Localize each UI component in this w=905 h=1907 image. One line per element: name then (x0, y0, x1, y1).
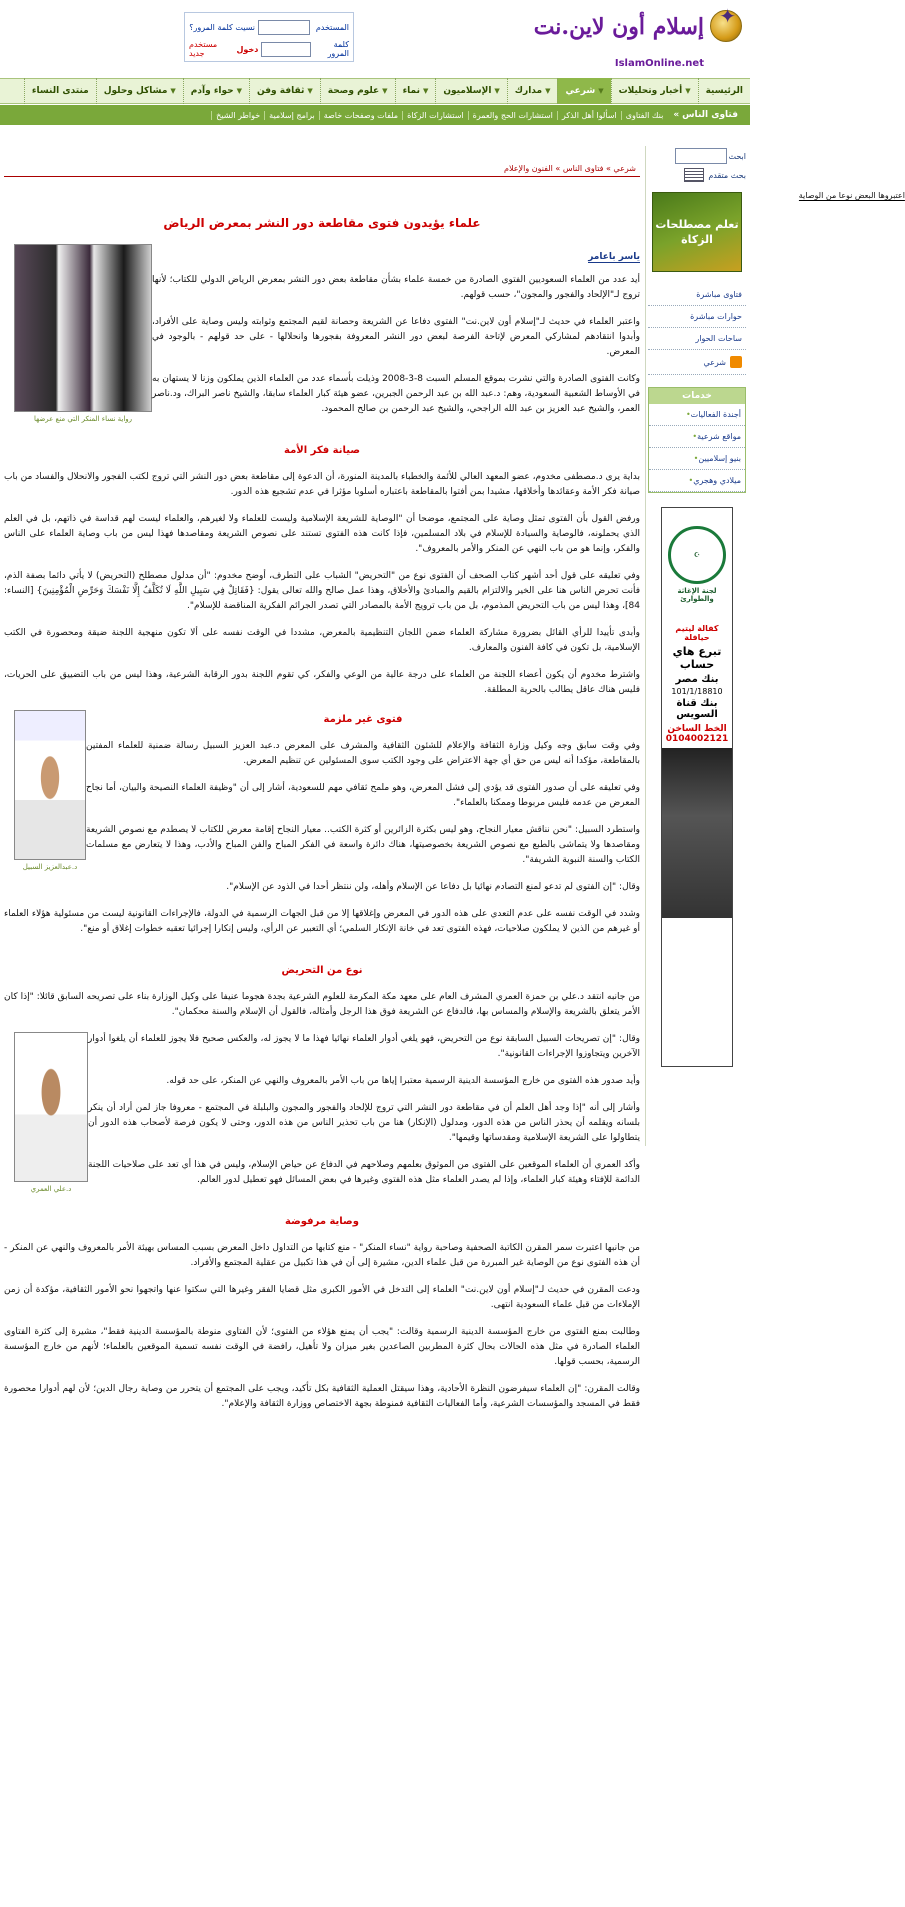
rss-label: شرعي (703, 357, 726, 367)
site-header (0, 0, 750, 76)
nav-label: أخبار وتحليلات (618, 86, 683, 96)
relief-text: 0104002121 (665, 734, 729, 744)
relief-text: بنك قناة السويس (676, 698, 718, 720)
service-label: مواقع شرعية (697, 432, 741, 441)
paragraph: وأكد العمري أن العلماء الموقعين على الفتوى من الموثوق بعلمهم وصلاحهم في الدفاع عن حياض الإسلام، وليس في هذا أي تعد على صلاحيات اللجنة الدائمة للإفتاء وهيئة كبار العلماء، وإذا لم يصدر العلماء مثل هذه الفتوى وغيرها في بعض المسائل فهو تعطيل لدور العالم. (88, 1160, 640, 1185)
relief-text: 101/1/18810 (671, 687, 723, 696)
figure-caption: د.علي العمري (30, 1185, 72, 1193)
paragraph: واشترط مخدوم أن يكون أعضاء اللجنة من العلماء على درجة عالية من الوعي والفكر، كي تقوم اللجنة بدور الرقابة الشرعية، وهذا ليس من باب التضييق على الحريات، فليس هناك عاقل يطالب بالحرية المطلقة. (4, 670, 640, 695)
chevron-down-icon: ▼ (598, 87, 604, 95)
zakat-banner[interactable]: تعلم مصطلحات الزكاة (652, 192, 742, 272)
section-heading: وصاية مرفوضة (285, 1216, 359, 1227)
portrait-image (14, 1032, 88, 1182)
portrait-image (14, 710, 86, 860)
paragraph: بداية يرى د.مصطفى مخدوم، عضو المعهد العالي للأئمة والخطباء بالمدينة المنورة، أن الدعوة إلى مقاطعة بعض دور النشر التي تروج لكتب الفجور والانحلال والفساد من باب صيانة فكر الأمة وعقائدها وأخلاقها، مشيدا بمن أفتوا بالمقاطعة باعتباره أسلوبا مؤثرا في عدم تشجيع هذه الدور. (4, 472, 640, 497)
nav-forum[interactable] (24, 78, 96, 104)
login-button[interactable]: دخول (236, 44, 259, 54)
subnav-item[interactable]: استشارات الزكاة (402, 111, 468, 120)
advanced-search-row (648, 168, 746, 182)
service-link[interactable] (649, 426, 745, 448)
chevron-down-icon: ▼ (685, 87, 691, 95)
nav-news[interactable] (611, 78, 698, 104)
service-label: أجندة الفعاليات (690, 410, 741, 419)
service-label: بنيو إسلاميين (698, 454, 741, 463)
subnav-item[interactable]: اسألوا أهل الذكر (557, 111, 621, 120)
paragraph: وشدد في الوقت نفسه على عدم التعدي على هذه الدور في المعرض وإغلاقها إلا من قبل الجهات الرسمية في الدولة، فالإجراءات القانونية ليست من مسئولية هؤلاء العلماء أو غيرهم من الذين لا يملكون صلاحيات، فهذه الفتوى تعد في خانة الإنكار السلمي؛ أي التعبير عن الرأي، وليس إنكارا إجرائيا تعقبه خطوات إغلاق أو منع". (4, 909, 640, 934)
relief-text: كفالة ليتيم حيافلة (675, 624, 719, 642)
sidebar-link[interactable]: حوارات مباشرة (648, 306, 746, 328)
article-kicker: اعتبروها البعض نوعا من الوصاية (798, 191, 905, 200)
relief-banner-top (662, 508, 732, 620)
star-logo-icon: ✦ (719, 4, 736, 28)
nav-label: نماء (402, 86, 420, 96)
relief-banner-image (662, 748, 732, 918)
section-heading: صيانة فكر الأمة (284, 445, 360, 456)
nav-islamists[interactable] (435, 78, 506, 104)
service-link[interactable] (649, 404, 745, 426)
paragraph: وأشار إلى أنه "إذا وجد أهل العلم أن في مقاطعة دور النشر التي تروج للإلحاد والفجور والمجون والبلبلة في المجتمع - معروفا جاز لمن أراد أن ينكر بلسانه ويقلمه أن يحذر الناس من هذه الدور، ومدلول (الإنكار) هنا من باب تحذير الناس من هذه الدور، وحتى لا يكون فرصة لأصحاب هذه الدور أن يتطاولوا على الشريعة الإسلامية ومقدساتها وقيمها". (88, 1103, 640, 1143)
section-heading: نوع من التحريض (281, 965, 363, 976)
paragraph: ورفض القول بأن الفتوى تمثل وصاية على المجتمع، موضحا أن "الوصاية للشريعة الإسلامية وليست للعلماء ولا لغيرهم، والعلماء ليست لهم قداسة في ذاتهم، بل في العلم الذي يحملونه، فالوصاية والسيادة للإسلام في بلاد المسلمين، فإذا كانت هذه الفتوى تستند على نصوص الشريعة ومقاصدها فهذا ليس من باب وصاية العلماء على الناس والفكر، وإنما هو من باب النهي عن المنكر والأمر بالمعروف". (4, 514, 640, 554)
services-box (648, 387, 746, 493)
nav-label: حواء وآدم (190, 86, 234, 96)
nav-sharia[interactable] (557, 78, 610, 104)
password-field[interactable] (261, 42, 311, 57)
bullet-icon: • (688, 476, 694, 485)
paragraph: وفي وقت سابق وجه وكيل وزارة الثقافة والإعلام للشئون الثقافية والمشرف على المعرض د.عبد العزيز السبيل رسالة ضمنية للعلماء المفتين بالمقاطعة، مؤكدا أنه ليس من حق أي جهة الاعتراض على وجود الكتب سوى المسئولين عن تنظيم المعرض. (86, 741, 640, 766)
nav-problems[interactable] (96, 78, 183, 104)
subnav-item[interactable]: خواطر الشيخ (211, 111, 264, 120)
paragraph: أيد عدد من العلماء السعوديين الفتوى الصادرة من خمسة علماء بشأن مقاطعة بعض دور النشر بمعرض الرياض الدولي للكتاب؛ لأنها تروج لـ"الإلحاد والفجور والمجون"، حسب قولهم. (152, 275, 640, 300)
bullet-icon: • (693, 454, 699, 463)
nav-label: الإسلاميون (443, 86, 492, 96)
service-label: ميلادي وهجري (693, 476, 741, 485)
subnav-item[interactable]: ملفات وصفحات خاصة (319, 111, 402, 120)
paragraph: وقالت المقرن: "إن العلماء سيفرضون النظرة الأحادية، وهذا سيقتل العملية الثقافية بكل تأكيد، ويجب على المجتمع أن يتحرر من وصاية رجال الدين؛ لأن لهم أدوارا محصورة فقط في المسجد والمؤسسات الشرعية، وأما الفعاليات الثقافية فمنوطة بجهة الاختصاص ووزارة الثقافة والإعلام". (4, 1384, 640, 1409)
subnav-head-label: فتاوى الناس (682, 110, 738, 120)
sidebar-links (648, 284, 746, 375)
search-label: ابحث (728, 151, 746, 161)
service-link[interactable] (649, 448, 745, 470)
nav-family[interactable] (183, 78, 249, 104)
paragraph: واستطرد السبيل: "نحن نناقش معيار النجاح، وهو ليس بكثرة الزائرين أو كثرة الكتب.. معيار النجاح إقامة معرض للكتاب لا يصطدم مع نصوص الشريعة ومقاصدها ولا يتماشى بالطبع مع نصوص الشريعة بخصوصيتها، هناك دائرة واسعة في الفكر المباح والفن المباح والأدب، وهذا لا يتعارض مع مسلمات الكتاب والسنة النبوية الشريفة". (86, 825, 640, 865)
nav-culture[interactable] (249, 78, 320, 104)
figure-caption: د.عبدالعزيز السبيل (22, 863, 78, 871)
paragraph: وأبدى تأييدا للرأي القائل بضرورة مشاركة العلماء ضمن اللجان التنظيمية بالمعرض، مشددا في الوقت نفسه على ألا تكون منهجية اللجنة ضيقة ومحصورة في الكتب الإسلامية، بل تكون في كافة الفنون والمعارف. (4, 628, 640, 653)
chevron-down-icon: ▼ (307, 87, 313, 95)
chevron-down-icon: ▼ (170, 87, 176, 95)
bullet-icon: • (685, 410, 691, 419)
paragraph: وكانت الفتوى الصادرة والتي نشرت بموقع المسلم السبت 8-3-2008 وذيلت بأسماء عدد من العلماء الذين يملكون وزنا لا يستهان به في الأوساط الشعبية السعودية، وهم: د.عبد الله بن عبد الرحمن الجبرين، عضو هيئة كبار العلماء سابقا، والشيخ ناصر البراك، ود.ناصر العمر، والشيخ عبد العزيز بن عبد الله الراجحي، والشيخ عبد الرحمن بن صالح المحمود. (152, 374, 640, 414)
chevron-down-icon: ▼ (422, 87, 429, 95)
list-icon[interactable] (684, 168, 704, 182)
logo-text: إسلام أون لاين.نت (533, 14, 704, 40)
nav-madarik[interactable] (507, 78, 558, 104)
nav-label: ثقافة وفن (257, 86, 305, 96)
nav-label: شرعي (565, 86, 596, 96)
nav-label: منتدى النساء (31, 86, 89, 96)
figure-novel (14, 244, 152, 423)
section-heading: فتوى غير ملزمة (323, 714, 403, 725)
paragraph: وطالبت بمنع الفتوى من خارج المؤسسة الدينية الرسمية وقالت: "يجب أن يمنع هؤلاء من الفتوى؛ لأن الفتاوى منوطة بالمؤسسة الدينية فقط"، مشيرة إلى كثرة الفتاوى العلماء الصادرة في مثل هذه الحالات بحال كثرة المطربين الصاعدين بغير ميزان ولا تأهيل، رافضة في الوقت نفسه تسمية الموقعين بالعلماء؛ لأنهم من خارج المؤسسة الرسمية، بحسب قولها. (4, 1327, 640, 1367)
chevron-down-icon: ▼ (494, 87, 500, 95)
search-input[interactable] (675, 148, 727, 164)
nav-science[interactable] (320, 78, 395, 104)
chevron-down-icon: ▼ (545, 87, 551, 95)
relief-banner-text (662, 620, 732, 748)
chevron-down-icon: ▼ (382, 87, 388, 95)
paragraph: وقال: "إن تصريحات السبيل السابقة نوع من التحريض، فهو يلغي أدوار العلماء نهائيا فهذا ما لا يجوز له، والعكس صحيح فلا يجوز للعلماء أن يلغوا أدوار الآخرين ويتجاوزوا الإجراءات القانونية". (88, 1034, 640, 1059)
paragraph: واعتبر العلماء في حديث لـ"إسلام أون لاين.نت" الفتوى دفاعا عن الشريعة وحصانة لقيم المجتمع وثوابته وليس وصاية على الأفراد، وأبدوا انتقادهم لمشاركي المعرض لإتاحة الفرصة لبعض دور النشر المعروفة بفجورها وانحلالها - على حد قولهم - بالوجود في المعرض. (152, 317, 640, 357)
paragraph: وقال: "إن الفتوى لم تدعو لمنع التصادم نهائيا بل دفاعا عن الإسلام وأهله، ولن ننتظر أحدا في الذود عن الإسلام". (226, 882, 640, 892)
nav-nama[interactable] (395, 78, 436, 104)
rss-link[interactable] (648, 350, 746, 375)
paragraph: وفي تعليقه على قول أحد أشهر كتاب الصحف أن الفتوى نوع من "التحريض" الشباب على التطرف، أوضح مخدوم: "أن مدلول مصطلح (التحريض) لا يأتي دائما بصفة الذم، فأنت تحرض الناس هنا على الخير والالتزام بالقيم والمبادئ والأخلاق، وهذا عمل صالح والله تعالى يقول: {فَقَاتِلْ فِي سَبِيلِ اللَّهِ لَا تُكَلَّفُ إِلَّا نَفْسَكَ وَحَرِّضِ الْمُؤْمِنِينَ} [النساء: 84]، وهذا ليس من باب التحريض المذموم، بل من باب ترويج الأمة بالمصادر التي تصدر الجرائم الفكرية المناقضة للإسلام". (4, 571, 640, 611)
username-field[interactable] (258, 20, 310, 35)
article-author[interactable]: ياسر باعامر (588, 252, 640, 262)
password-label: كلمة المرور (327, 40, 349, 58)
relief-text: بنك مصر (675, 674, 719, 685)
subnav-item[interactable]: برامج إسلامية (264, 111, 319, 120)
sidebar-link[interactable]: فتاوى مباشرة (648, 284, 746, 306)
relief-logo-icon: ☪ (668, 526, 726, 584)
subnav-head[interactable] (667, 110, 744, 120)
chevron-left-icon: « (673, 110, 680, 120)
login-box (184, 12, 354, 62)
site-logo[interactable] (533, 4, 742, 69)
figure-caption: رواية نساء المنكر التي منع عرضها (33, 415, 133, 423)
bullet-icon: • (692, 432, 698, 441)
article-title: علماء يؤيدون فتوى مقاطعة دور النشر بمعرض الرياض (163, 216, 481, 230)
nav-label: مدارك (514, 86, 543, 96)
relief-banner[interactable] (661, 507, 733, 1067)
services-title: خدمات (649, 388, 745, 404)
chevron-down-icon: ▼ (236, 87, 243, 95)
subnav-item[interactable]: استشارات الحج والعمرة (468, 111, 557, 120)
main-nav (0, 78, 750, 104)
sidebar-divider (645, 146, 646, 1146)
figure-sebeel (14, 710, 86, 871)
relief-caption: لجنة الإغاثة والطوارئ (677, 586, 717, 603)
advanced-search-link[interactable]: بحث متقدم (708, 170, 746, 180)
paragraph: وأيد صدور هذه الفتوى من خارج المؤسسة الدينية الرسمية معتبرا إياها من باب الأمر بالمعروف والنهي عن المنكر، على حد قوله. (166, 1076, 640, 1086)
service-link[interactable] (649, 470, 745, 492)
rss-icon (730, 356, 742, 368)
breadcrumb[interactable]: شرعي » فتاوى الناس » الفنون والإعلام (4, 146, 640, 177)
paragraph: وفي تعليقه على أن صدور الفتوى قد يؤدي إلى فشل المعرض، وهو ملمح ثقافي مهم للسعودية، أشار إلى أن "وظيفة العلماء النصيحة والبيان، أما نجاح المعرض من عدمه فليس مربوطا وممكنا بالعلماء". (86, 783, 640, 808)
username-label: المستخدم (315, 22, 349, 32)
paragraph: من جانبه انتقد د.علي بن حمزة العمري المشرف العام على معهد مكة المكرمة للعلوم الشرعية بجدة هجوما عنيفا على وكيل الوزارة بناء على تصريحه السابق قائلا: "إذا كان الأمر يتعلق بالشريعة والإسلام والمساس بها، فالدفاع عن الشريعة فوق هذا الرجل وأمثاله، فالقول أن الإسلام والسنة محكمان". (4, 992, 640, 1017)
paragraph: ودعت المقرن في حديث لـ"إسلام أون لاين.نت" العلماء إلى التدخل في الأمور الكبرى مثل قضايا الفقر وغيرها التي سكتوا عنها واتجهوا نحو الأمور الثقافية، مؤكدة أن زمن الإملاءات من قبل علماء السعودية انتهى. (4, 1285, 640, 1310)
subnav-item[interactable]: بنك الفتاوى (621, 111, 668, 120)
paragraph: من جانبها اعتبرت سمر المقرن الكاتبة الصحفية وصاحبة رواية "نساء المنكر" - منع كتابها من التداول داخل المعرض بسبب المساس بهيئة الأمر بالمعروف والنهي عن المنكر - أن هذه الفتوى نوع من الوصاية غير المبررة من قبل علماء الدين، مشيرة إلى أن في هذا تكبيل من عقلية المجتمع والأفراد. (4, 1243, 640, 1268)
logo-subtext: IslamOnline.net (614, 58, 704, 69)
forgot-password-link[interactable]: نسيت كلمة المرور؟ (189, 22, 255, 32)
relief-text: تبرع هاي حساب (672, 645, 722, 671)
figure-omari (14, 1032, 88, 1193)
register-link[interactable]: مستخدم جديد (189, 40, 218, 58)
search-row (648, 148, 746, 164)
nav-label: مشاكل وحلول (103, 86, 168, 96)
sidebar (648, 148, 746, 1148)
novel-cover-image (14, 244, 152, 412)
sidebar-link[interactable]: ساحات الحوار (648, 328, 746, 350)
nav-label: علوم وصحة (327, 86, 380, 96)
sub-nav (0, 105, 750, 125)
nav-home[interactable] (698, 78, 750, 104)
relief-text: الخط الساخن (667, 724, 727, 734)
nav-label: الرئيسية (705, 86, 743, 96)
